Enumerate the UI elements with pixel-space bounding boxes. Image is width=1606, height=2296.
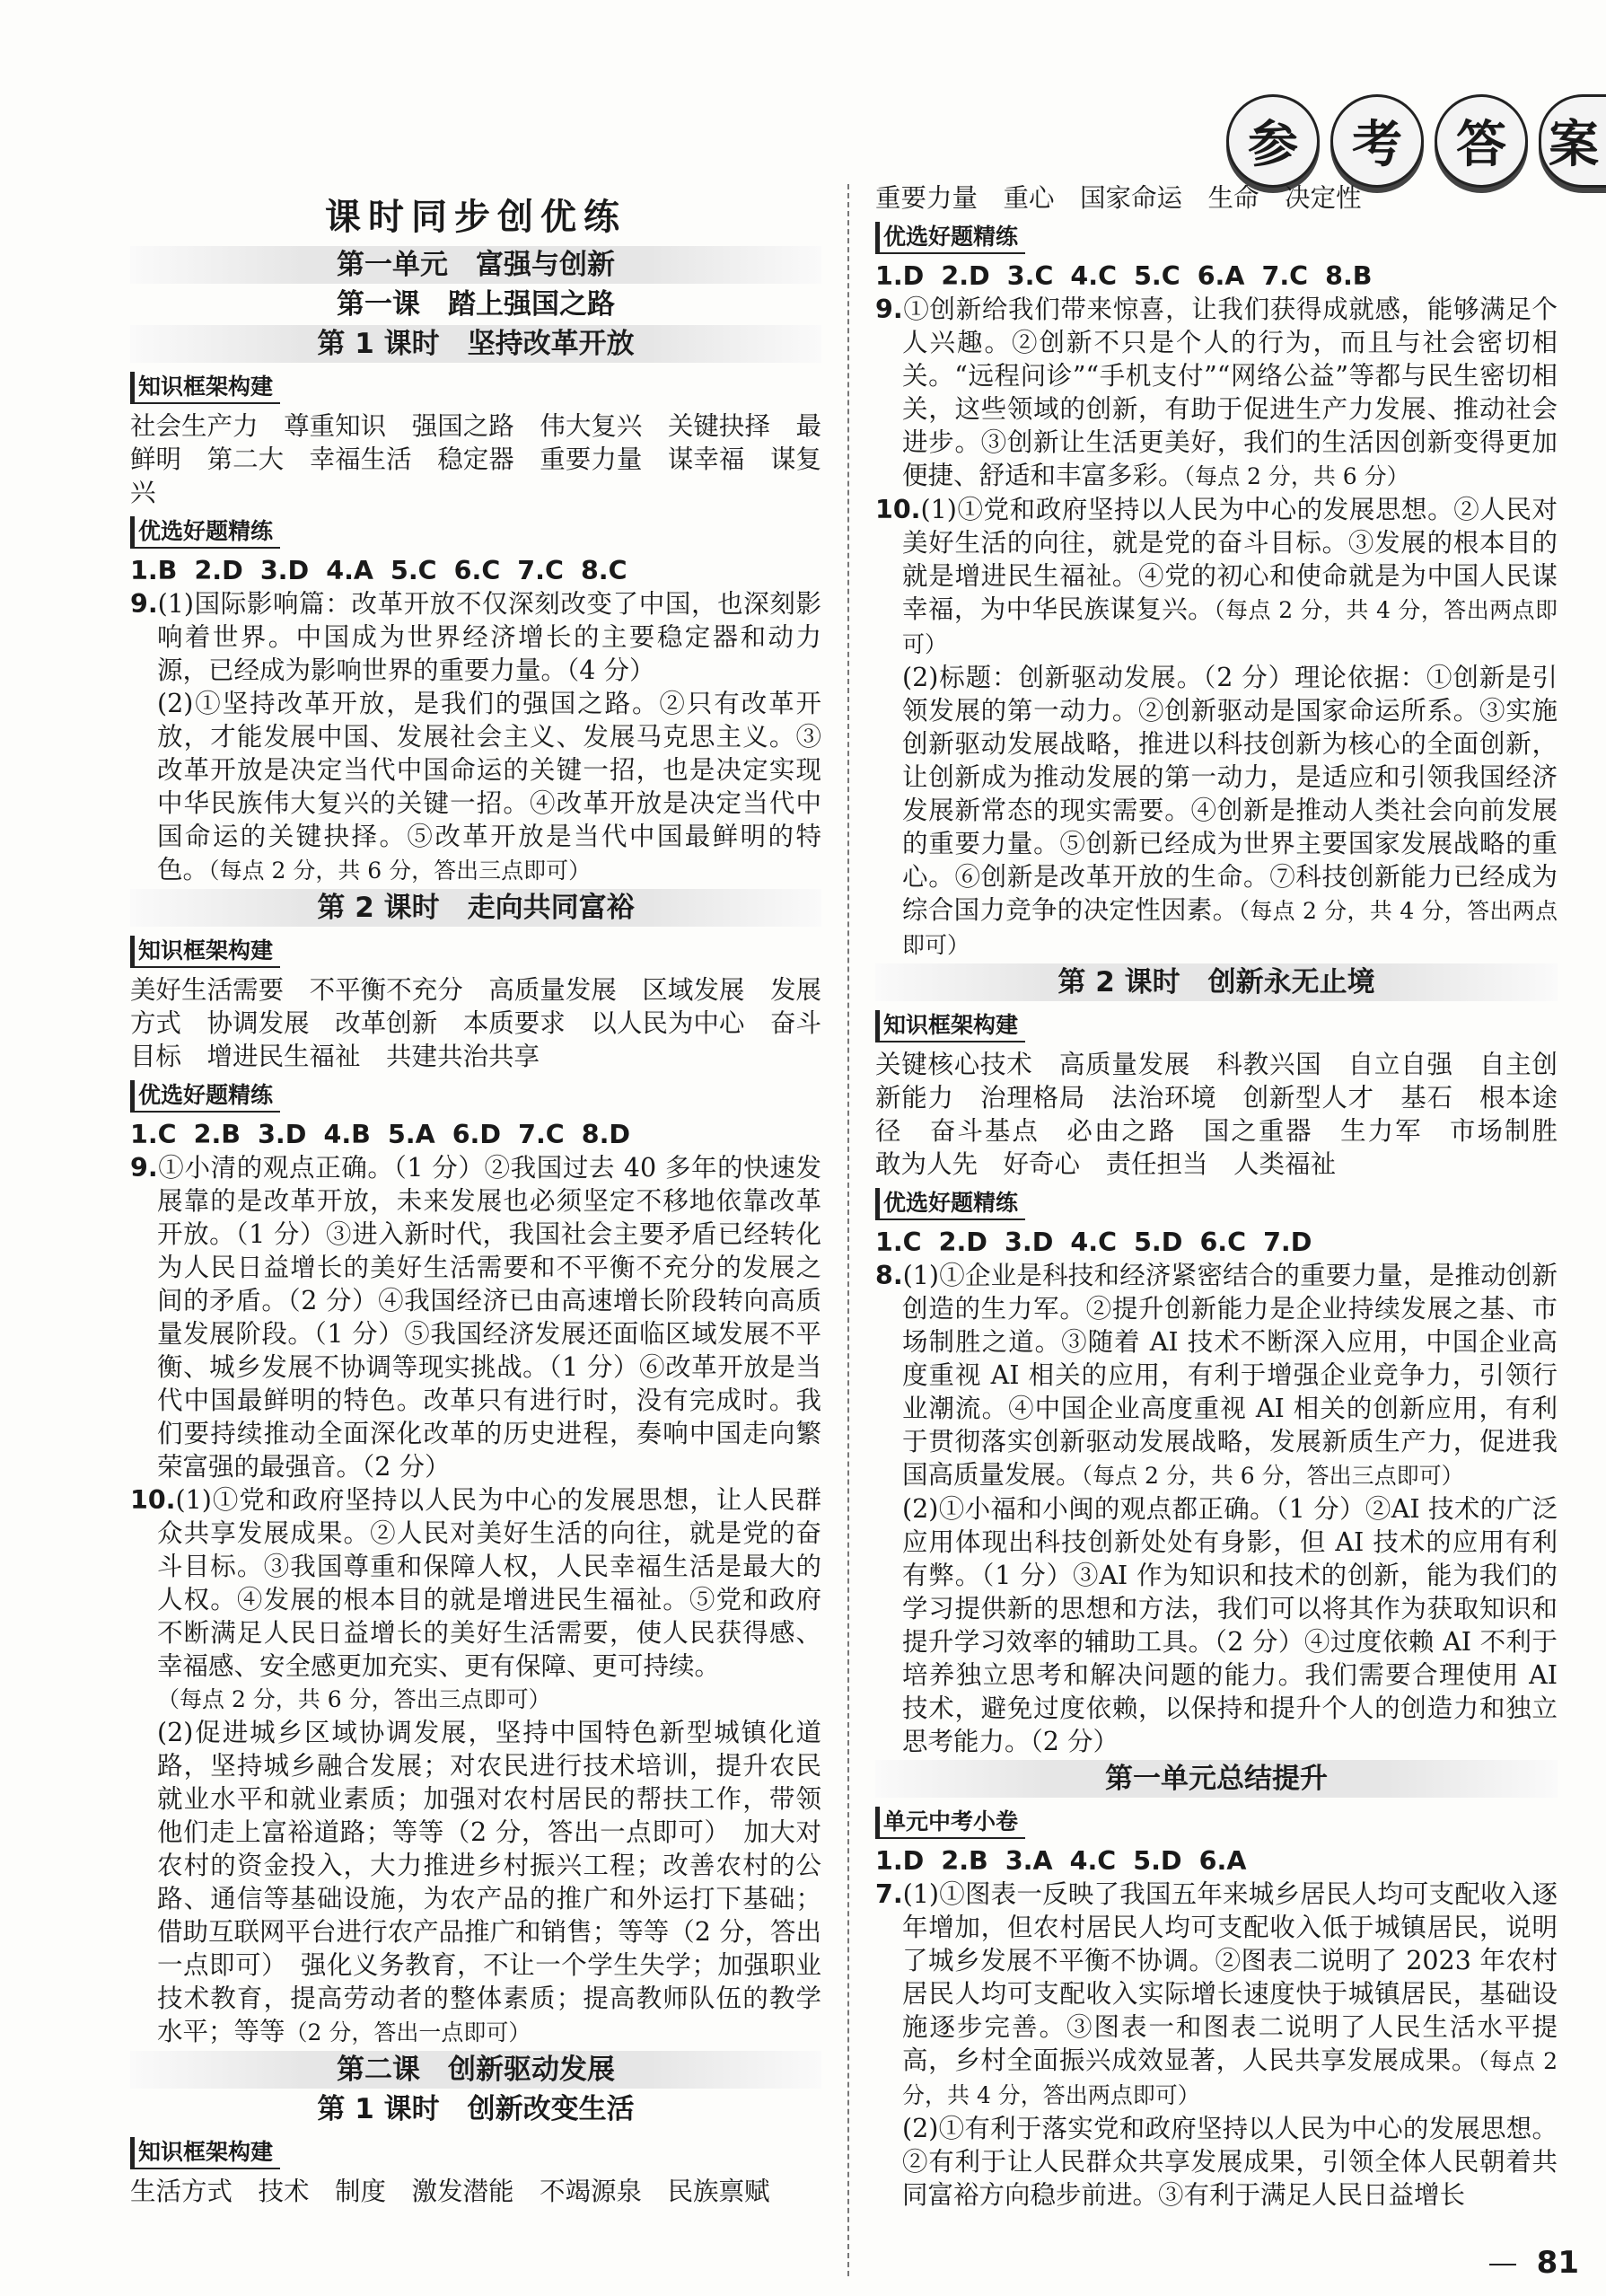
choice-answer: 4.A <box>326 556 373 585</box>
period-title: 第 2 课时 创新永无止境 <box>875 963 1558 1001</box>
choice-answer: 6.A <box>1197 261 1245 291</box>
answer-item <box>130 1483 821 1683</box>
answer-text: (1)①党和政府坚持以人民为中心的发展思想，让人民群众共享发展成果。②人民对美好生活的向往，就是党的奋斗目标。③我国尊重和保障人权，人民幸福生活是最大的人权。④发展的根本目的就是增进民生福祉。⑤党和政府不断满足人民日益增长的美好生活需要，使人民获得感、幸福感、安全感更加充实、更有保障、更可持续。 <box>157 1485 821 1681</box>
section-tag: 知识框架构建 <box>130 936 280 968</box>
choice-answer: 6.D <box>452 1120 502 1149</box>
choice-answer: 3.C <box>1006 261 1054 291</box>
answer-text <box>875 661 1558 962</box>
choice-answer: 7.D <box>1263 1227 1312 1257</box>
banner-char: 参 <box>1226 94 1320 188</box>
answer-text: (2)促进城乡区域协调发展，坚持中国特色新型城镇化道路，坚持城乡融合发展；对农民进行技术培训，提升农民就业水平和就业素质；加强对农村居民的帮扶工作，带领他们走上富裕道路；等等（2 分，答出一点即可） 加大对农村的资金投入，大力推进乡村振兴工程；改善农村的公路、通信等基础设施，为农产品的推广和外运打下基础；借助互联网平台进行农产品推广和销售；等等（2 分，答出一点即可） 强化义务教育，不让一个学生失学；加强职业技术教育，提高劳动者的整体素质；提高教师队伍的教学水平；等等 <box>157 1718 821 2046</box>
period-title: 第 2 课时 走向共同富裕 <box>130 889 821 927</box>
question-number: 8. <box>875 1261 903 1290</box>
choice-answer: 1.B <box>130 556 178 585</box>
choice-answer: 7.C <box>517 556 564 585</box>
section-tag: 优选好题精练 <box>875 222 1025 254</box>
choice-answers <box>130 1118 821 1151</box>
scoring-note: （每点 2 分，共 4 分，答出两点即可） <box>902 2048 1558 2108</box>
choice-answer: 4.C <box>1070 1227 1117 1257</box>
period-title: 第 1 课时 创新改变生活 <box>317 2093 635 2125</box>
scoring-note: （每点 2 分，共 6 分，答出三点即可） <box>157 1686 551 1712</box>
question-number: 10. <box>875 495 921 524</box>
answer-text <box>130 1716 821 2049</box>
banner-char: 考 <box>1330 94 1424 188</box>
framework-keywords: 生活方式 技术 制度 激发潜能 不竭源泉 民族禀赋 <box>130 2177 770 2206</box>
answer-text: (2)标题：创新驱动发展。（2 分）理论依据：①创新是引领发展的第一动力。②创新驱动是国家命运所系。③实施创新驱动发展战略，推进以科技创新为核心的全面创新，让创新成为推动发展的第一动力，是适应和引领我国经济发展新常态的现实需要。④创新是推动人类社会向前发展的重要力量。⑤创新已经成为世界主要国家发展战略的重心。⑥创新是改革开放的生命。⑦科技创新能力已经成为综合国力竞争的决定性因素。 <box>902 663 1558 925</box>
choice-answer: 4.B <box>323 1120 371 1149</box>
framework-keywords: 社会生产力 尊重知识 强国之路 伟大复兴 关键抉择 最鲜明 第二大 幸福生活 稳定器 重要力量 谋幸福 谋复兴 <box>130 411 821 507</box>
lesson-title: 第一课 踏上强国之路 <box>337 288 615 321</box>
answer-text: ①创新给我们带来惊喜，让我们获得成就感，能够满足个人兴趣。②创新不只是个人的行为，而且与社会密切相关。“远程问诊”“手机支付”“网络公益”等都与民生密切相关，这些领域的创新，有助于促进生产力发展、推动社会进步。③创新让生活更美好，我们的生活因创新变得更加便捷、舒适和丰富多彩。 <box>902 295 1558 490</box>
choice-answer: 3.A <box>1005 1846 1053 1876</box>
answer-key-banner <box>1226 94 1606 188</box>
choice-answer: 2.B <box>193 1120 241 1149</box>
question-number: 7. <box>875 1879 903 1909</box>
choice-answer: 8.B <box>1325 261 1373 291</box>
choice-answer: 4.C <box>1070 261 1117 291</box>
choice-answer: 5.C <box>1134 261 1180 291</box>
choice-answer: 2.D <box>941 261 990 291</box>
banner-char: 答 <box>1435 94 1528 188</box>
question-number: 10. <box>130 1485 176 1515</box>
banner-char: 案 <box>1539 94 1606 188</box>
choice-answer: 6.C <box>1199 1227 1247 1257</box>
section-tag: 知识框架构建 <box>875 1010 1025 1042</box>
choice-answer: 3.D <box>259 556 310 585</box>
answer-item <box>875 1259 1558 1492</box>
lesson-title: 第二课 创新驱动发展 <box>130 2051 821 2089</box>
answer-item <box>875 493 1558 661</box>
choice-answer: 5.A <box>387 1120 435 1149</box>
choice-answer: 3.D <box>258 1120 307 1149</box>
question-number: 9. <box>130 589 158 619</box>
choice-answer: 1.D <box>875 1846 925 1876</box>
choice-answer: 8.D <box>581 1120 631 1149</box>
question-number: 9. <box>130 1153 158 1183</box>
scoring-note: （2 分，答出一点即可） <box>285 2019 531 2045</box>
choice-answer: 6.A <box>1198 1846 1247 1876</box>
choice-answer: 1.C <box>875 1227 922 1257</box>
answer-text: (1)①党和政府坚持以人民为中心的发展思想。②人民对美好生活的向往，就是党的奋斗目标。③发展的根本目的就是增进民生福祉。④党的初心和使命就是为中国人民谋幸福，为中华民族谋复兴。 <box>902 495 1558 624</box>
choice-answer: 4.C <box>1069 1846 1117 1876</box>
answer-text: (1)①图表一反映了我国五年来城乡居民人均可支配收入逐年增加，但农村居民人均可支配收入低于城镇居民，说明了城乡发展不平衡不协调。②图表二说明了 2023 年农村居民人均可支配收入实际增长速度快于城镇居民，基础设施逐步完善。③图表一和图表二说明了人民生活水平提高，乡村全面振兴成效显著，人民共享发展成果。 <box>902 1879 1558 2075</box>
choice-answer: 1.D <box>875 261 925 291</box>
choice-answers <box>130 554 821 587</box>
scoring-note: （每点 2 分，共 6 分，答出三点即可） <box>1081 1463 1464 1489</box>
choice-answer: 2.B <box>941 1846 988 1876</box>
answer-item <box>130 587 821 687</box>
scoring-note: （每点 2 分，共 4 分，答出两点即可） <box>902 898 1558 958</box>
choice-answer: 8.C <box>580 556 627 585</box>
section-tag: 知识框架构建 <box>130 2137 280 2169</box>
answer-text: (1)①企业是科技和经济紧密结合的重要力量，是推动创新创造的生力军。②提升创新能力是企业持续发展之基、市场制胜之道。③随着 AI 技术不断深入应用，中国企业高度重视 AI 相关的应用，有利于增强企业竞争力，引领行业潮流。④中国企业高度重视 AI 相关的创新应用，有利于贯彻落实创新驱动发展战略，发展新质生产力，促进我国高质量发展。 <box>902 1261 1558 1490</box>
framework-keywords: 关键核心技术 高质量发展 科教兴国 自立自强 自主创新能力 治理格局 法治环境 创新型人才 基石 根本途径 奋斗基点 必由之路 国之重器 生力军 市场制胜 敢为人先 好奇心 责任担当 人类福祉 <box>875 1050 1584 1179</box>
page-title: 课时同步创优练 <box>325 197 627 238</box>
framework-keywords: 美好生活需要 不平衡不充分 高质量发展 区域发展 发展方式 协调发展 改革创新 本质要求 以人民为中心 奋斗目标 增进民生福祉 共建共治共享 <box>130 975 821 1071</box>
right-column <box>875 181 1584 2212</box>
scoring-note: （每点 2 分，共 4 分，答出两点即可） <box>902 597 1558 657</box>
choice-answer: 1.C <box>130 1120 177 1149</box>
answer-item <box>130 1151 821 1483</box>
left-column <box>130 244 821 2208</box>
choice-answer: 7.C <box>518 1120 565 1149</box>
answer-text <box>130 687 821 887</box>
section-tag: 单元中考小卷 <box>875 1807 1025 1839</box>
page-number: 81 <box>1536 2245 1579 2281</box>
page-number-rule <box>1489 2264 1516 2265</box>
answer-item <box>875 1878 1558 2112</box>
choice-answers <box>875 1844 1558 1878</box>
choice-answer: 7.C <box>1261 261 1309 291</box>
answer-text: (2)①坚持改革开放，是我们的强国之路。②只有改革开放，才能发展中国、发展社会主义、发展马克思主义。③改革开放是决定当代中国命运的关键一招，也是决定实现中华民族伟大复兴的关键一招。④改革开放是决定当代中国命运的关键抉择。⑤改革开放是当代中国最鲜明的特色。 <box>157 689 821 884</box>
section-tag: 知识框架构建 <box>130 372 280 404</box>
choice-answer: 5.D <box>1133 1846 1182 1876</box>
choice-answer: 2.D <box>938 1227 987 1257</box>
choice-answer: 5.C <box>391 556 437 585</box>
choice-answer: 6.C <box>453 556 501 585</box>
scoring-note: （每点 2 分，共 6 分，答出三点即可） <box>208 858 592 884</box>
answer-text: (2)①小福和小闽的观点都正确。（1 分）②AI 技术的广泛应用体现出科技创新处处有身影，但 AI 技术的应用有利有弊。（1 分）③AI 作为知识和技术的创新，能为我们的学习提供新的思想和方法，我们可以将其作为获取知识和提升学习效率的辅助工具。（2 分）④过度依赖 AI 不利于培养独立思考和解决问题的能力。我们需要合理使用 AI 技术，避免过度依赖，以保持和提升个人的创造力和独立思考能力。（2 分） <box>902 1494 1558 1756</box>
answer-text: ①小清的观点正确。（1 分）②我国过去 40 多年的快速发展靠的是改革开放，未来发展也必须坚定不移地依靠改革开放。（1 分）③进入新时代，我国社会主要矛盾已经转化为人民日益增长的美好生活需要和不平衡不充分的发展之间的矛盾。（2 分）④我国经济已由高速增长阶段转向高质量发展阶段。（1 分）⑤我国经济发展还面临区域发展不平衡、城乡发展不协调等现实挑战。（1 分）⑥改革开放是当代中国最鲜明的特色。改革只有进行时，没有完成时。我们要持续推动全面深化改革的历史进程，奏响中国走向繁荣富强的最强音。（2 分） <box>157 1153 821 1482</box>
question-number: 9. <box>875 295 903 324</box>
answer-item <box>875 293 1558 493</box>
period-title: 第 1 课时 坚持改革开放 <box>130 325 821 363</box>
choice-answers <box>875 1226 1558 1259</box>
unit-summary-title: 第一单元总结提升 <box>875 1760 1558 1798</box>
choice-answer: 2.D <box>194 556 243 585</box>
choice-answer: 5.D <box>1134 1227 1183 1257</box>
column-divider <box>847 184 849 2276</box>
section-tag: 优选好题精练 <box>875 1188 1025 1220</box>
unit-title: 第一单元 富强与创新 <box>130 246 821 284</box>
section-tag: 优选好题精练 <box>130 516 280 549</box>
section-tag: 优选好题精练 <box>130 1080 280 1113</box>
choice-answer: 3.D <box>1005 1227 1054 1257</box>
answer-text: (2)①有利于落实党和政府坚持以人民为中心的发展思想。②有利于让人民群众共享发展成果，引领全体人民朝着共同富裕方向稳步前进。③有利于满足人民日益增长 <box>902 2114 1558 2210</box>
scoring-note: （每点 2 分，共 6 分） <box>1183 463 1409 489</box>
answer-text: (1)国际影响篇：改革开放不仅深刻改变了中国，也深刻影响着世界。中国成为世界经济增长的主要稳定器和动力源，已经成为影响世界的重要力量。（4 分） <box>157 589 821 685</box>
framework-keywords: 重要力量 重心 国家命运 生命 决定性 <box>875 183 1362 213</box>
choice-answers <box>875 260 1558 293</box>
